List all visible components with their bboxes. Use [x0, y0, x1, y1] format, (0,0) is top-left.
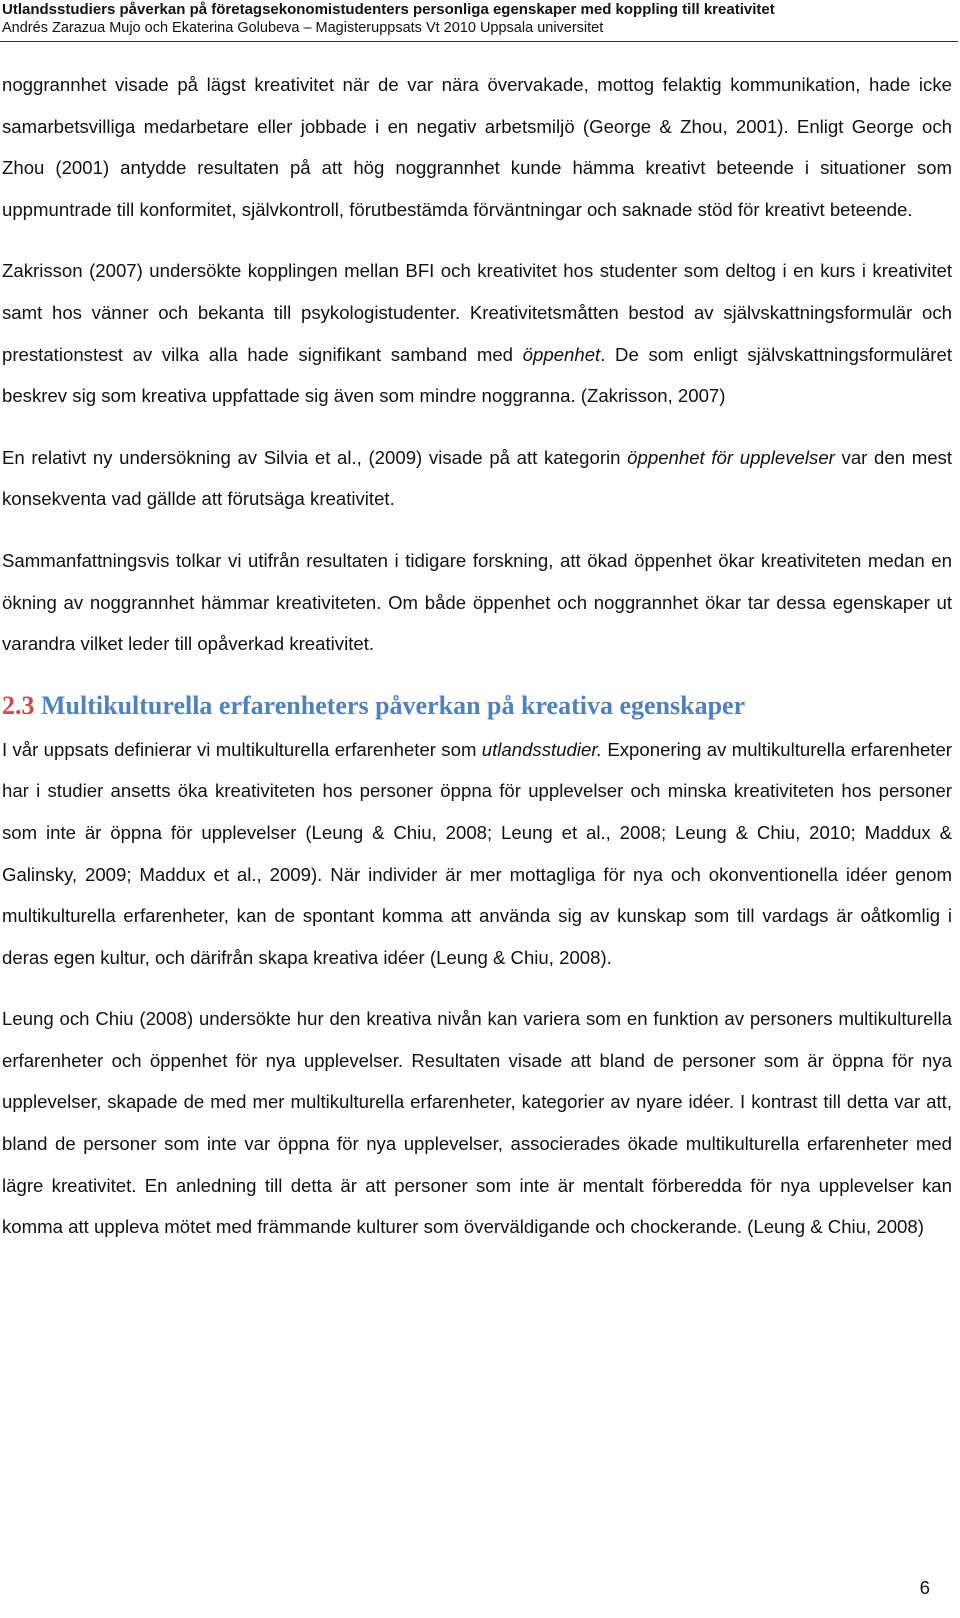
paragraph-3 [2, 437, 952, 520]
paragraph-5-emphasis: utlandsstudier. [481, 738, 603, 760]
document-body [2, 64, 952, 1268]
paragraph-6: Leung och Chiu (2008) undersökte hur den kreativa nivån kan variera som en funktion av personers multikulturella erfarenheter och öppenhet för nya upplevelser. Resultaten visade att bland de personer som är öppna för nya upplevelser, skapade de med mer multikulturella erfarenheter, kategorier av nyare idéer. I kontrast till detta var att, bland de personer som inte var öppna för nya upplevelser, associerades ökade multikulturella erfarenheter med lägre kreativitet. En anledning till detta är att personer som inte är mentalt förberedda för nya upplevelser kan komma att uppleva mötet med främmande kulturer som överväldigande och chockerande. (Leung & Chiu, 2008) [2, 1008, 952, 1238]
paragraph-3-emphasis: öppenhet för upplevelser [627, 446, 835, 468]
paragraph-3-text-a: En relativt ny undersökning av Silvia et al., (2009) visade på att kategorin [2, 446, 628, 468]
page-number: 6 [919, 1577, 930, 1598]
paragraph-5-text-a: I vår uppsats definierar vi multikulturella erfarenheter som [2, 738, 482, 760]
paragraph-2-text-a: Zakrisson (2007) undersökte kopplingen mellan BFI och kreativitet hos studenter som deltog i en kurs i kreativitet samt hos vänner och bekanta till psykologistudenter. Kreativitetsmåtten bestod av självskattningsformulär och prestationstest av vilka alla hade signifikant samband med [2, 260, 952, 365]
paragraph-3-text-b: var den mest konsekventa vad gällde att förutsäga kreativitet. [2, 446, 952, 510]
header-authors: Andrés Zarazua Mujo och Ekaterina Golubeva – Magisteruppsats Vt 2010 Uppsala universitet [2, 20, 604, 36]
section-title: Multikulturella erfarenheters påverkan på kreativa egenskaper [34, 690, 746, 720]
paragraph-2 [2, 250, 952, 416]
running-header [2, 0, 952, 37]
paragraph-1: noggrannhet visade på lägst kreativitet när de var nära övervakade, mottog felaktig kommunikation, hade icke samarbetsvilliga medarbetare eller jobbade i en negativ arbetsmiljö (George & Zhou, 2001). Enligt George och Zhou (2001) antydde resultaten på att hög noggrannhet kunde hämma kreativt beteende i situationer som uppmuntrade till konformitet, självkontroll, förutbestämda förväntningar och saknade stöd för kreativt beteende. [2, 74, 952, 220]
header-title: Utlandsstudiers påverkan på företagsekonomistudenters personliga egenskaper med koppling till kreativitet [2, 1, 775, 18]
section-heading [2, 685, 952, 727]
header-divider [0, 41, 958, 42]
paragraph-4: Sammanfattningsvis tolkar vi utifrån resultaten i tidigare forskning, att ökad öppenhet ökar kreativiteten medan en ökning av noggrannhet hämmar kreativiteten. Om både öppenhet och noggrannhet ökar tar dessa egenskaper ut varandra vilket leder till opåverkad kreativitet. [2, 549, 952, 655]
section-number: 2.3 [2, 690, 35, 720]
paragraph-5 [2, 729, 952, 979]
paragraph-2-text-b: . De som enligt självskattningsformuläret beskrev sig som kreativa uppfattade sig även som mindre noggranna. (Zakrisson, 2007) [2, 343, 952, 407]
paragraph-2-emphasis: öppenhet [522, 343, 601, 365]
paragraph-5-text-b: Exponering av multikulturella erfarenheter har i studier ansetts öka kreativiteten hos personer öppna för upplevelser och minska kreativiteten hos personer som inte är öppna för upplevelser (Leung & Chiu, 2008; Leung et al., 2008; Leung & Chiu, 2010; Maddux & Galinsky, 2009; Maddux et al., 2009). När individer är mer mottagliga för nya och okonventionella idéer genom multikulturella erfarenheter, kan de spontant komma att använda sig av kunskap som till vardags är oåtkomlig i deras egen kultur, och därifrån skapa kreativa idéer (Leung & Chiu, 2008). [2, 738, 952, 968]
